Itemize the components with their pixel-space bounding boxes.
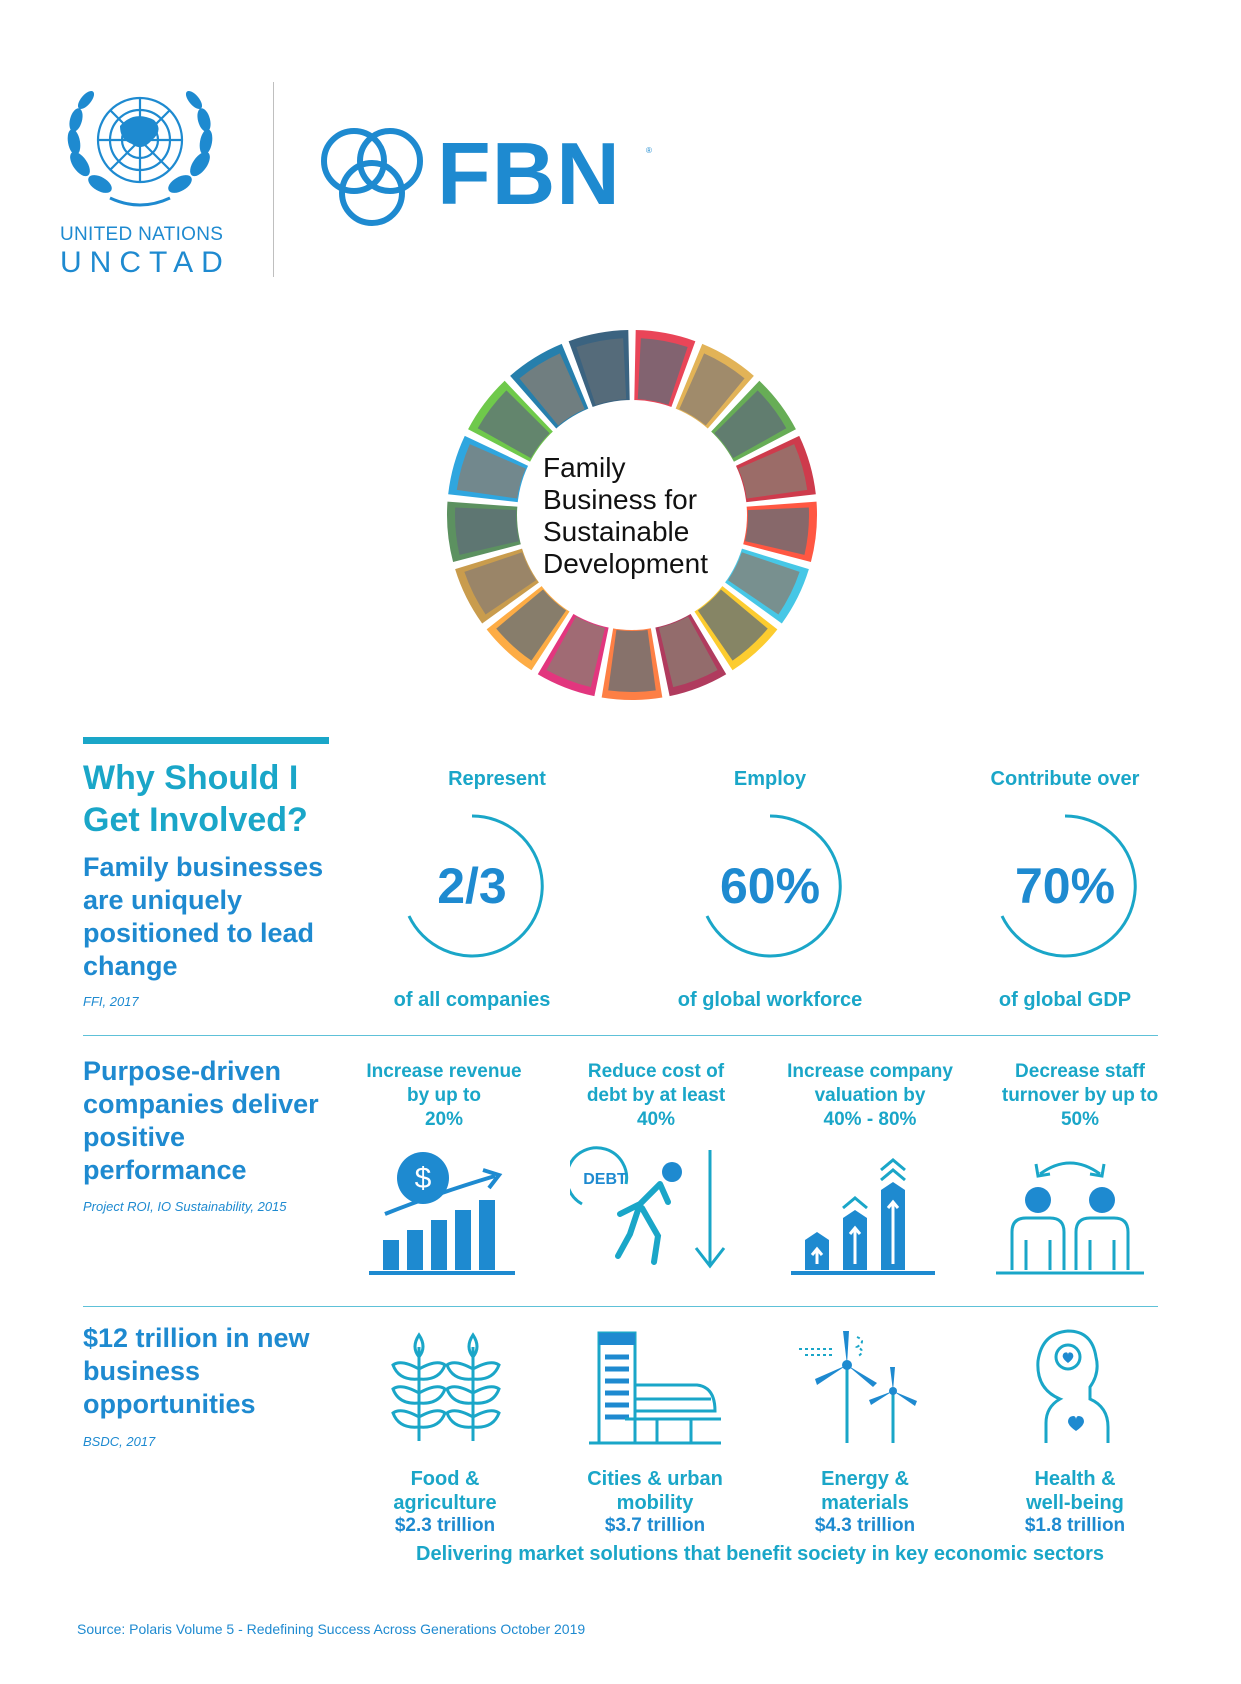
unctad-text: UNCTAD — [60, 246, 231, 279]
sector-caption-food — [355, 1467, 535, 1515]
sector-caption-line: Cities & urban — [587, 1468, 723, 1490]
collage-title — [543, 452, 753, 580]
stat-caption-employ: Employ — [733, 768, 807, 790]
svg-text:$: $ — [414, 1162, 432, 1195]
perf-caption-line: Increase revenue — [366, 1061, 522, 1082]
revenue-growth-icon — [365, 1148, 525, 1278]
wheat-icon — [375, 1327, 515, 1447]
perf-caption-line: 40% — [636, 1109, 676, 1130]
source-footnote: Source: Polaris Volume 5 - Redefining Success Across Generations October 2019 — [77, 1621, 586, 1637]
section-divider — [83, 1035, 1158, 1036]
perf-caption-line: Increase company — [787, 1061, 953, 1082]
collage-photo-tile — [608, 630, 656, 692]
sector-amount-health: $1.8 trillion — [1024, 1515, 1126, 1536]
stat-value-companies: 2/3 — [437, 858, 507, 914]
collage-title-line: Family — [543, 452, 626, 483]
citation-ffi: FFI, 2017 — [83, 994, 139, 1009]
stat-value-workforce: 60% — [719, 858, 821, 914]
collage-photo-tile — [455, 507, 519, 554]
perf-caption-line: Reduce cost of — [587, 1061, 725, 1082]
perf-caption-line: by up to — [407, 1085, 481, 1106]
stat-value-gdp: 70% — [1014, 858, 1116, 914]
why-involved-heading: Why Should I Get Involved? — [83, 759, 308, 839]
collage-photo-tile — [745, 507, 809, 554]
sector-caption-energy — [775, 1467, 955, 1515]
sector-amount-energy: $4.3 trillion — [814, 1515, 916, 1536]
stat-caption-represent: Represent — [448, 768, 546, 790]
section-divider — [83, 1306, 1158, 1307]
city-train-icon — [585, 1327, 725, 1447]
un-name-text: UNITED NATIONS — [60, 224, 224, 245]
stat-note-companies: of all companies — [393, 989, 551, 1011]
sector-caption-line: well-being — [1026, 1492, 1124, 1514]
sector-caption-line: agriculture — [393, 1492, 497, 1514]
staff-turnover-icon — [990, 1148, 1150, 1278]
debt-label: DEBT — [583, 1171, 627, 1188]
collage-title-line: Sustainable — [543, 516, 690, 547]
debt-reduction-icon — [570, 1144, 730, 1274]
perf-caption-turnover — [975, 1060, 1185, 1132]
opportunities-lead: $12 trillion in new business opportunities — [83, 1323, 310, 1419]
citation-project-roi: Project ROI, IO Sustainability, 2015 — [83, 1199, 287, 1214]
perf-caption-line: 40% - 80% — [823, 1109, 917, 1130]
perf-caption-line: debt by at least — [586, 1085, 726, 1106]
perf-caption-line: Decrease staff — [1015, 1061, 1145, 1082]
purpose-driven-lead: Purpose-driven companies deliver positive performance — [83, 1056, 319, 1185]
sector-caption-line: Health & — [1034, 1468, 1116, 1490]
collage-title-line: Business for — [543, 484, 698, 515]
header-divider — [273, 82, 274, 277]
un-emblem-icon — [60, 74, 220, 214]
stat-note-gdp: of global GDP — [998, 989, 1132, 1011]
sectors-tagline: Delivering market solutions that benefit society in key economic sectors — [416, 1543, 1104, 1565]
perf-caption-line: valuation by — [814, 1085, 926, 1106]
sector-caption-health — [985, 1467, 1165, 1515]
sector-amount-food: $2.3 trillion — [394, 1515, 496, 1536]
sector-caption-line: Energy & — [821, 1468, 909, 1490]
stat-note-workforce: of global workforce — [677, 989, 863, 1011]
sector-caption-cities — [555, 1467, 755, 1515]
fbn-rings-icon — [318, 125, 430, 229]
perf-caption-line: 20% — [424, 1109, 464, 1130]
sector-caption-line: Food & — [410, 1468, 480, 1490]
sector-amount-cities: $3.7 trillion — [604, 1515, 706, 1536]
sector-caption-line: mobility — [616, 1492, 694, 1514]
sector-caption-line: materials — [821, 1492, 909, 1514]
fbn-registered-mark: ® — [646, 146, 652, 155]
perf-caption-debt — [556, 1060, 756, 1132]
health-person-icon — [1010, 1327, 1150, 1447]
perf-caption-line: 50% — [1060, 1109, 1100, 1130]
perf-caption-valuation — [765, 1060, 975, 1132]
collage-title-line: Development — [543, 548, 708, 579]
section-accent-bar — [83, 737, 329, 744]
valuation-growth-icon — [785, 1148, 945, 1278]
perf-caption-line: turnover by up to — [1001, 1085, 1159, 1106]
stat-caption-contribute: Contribute over — [990, 768, 1140, 790]
citation-bsdc: BSDC, 2017 — [83, 1434, 156, 1449]
wind-turbine-icon — [795, 1327, 935, 1447]
perf-caption-revenue — [344, 1060, 544, 1132]
fbn-logo-text: FBN — [437, 124, 621, 223]
family-business-lead: Family businesses are uniquely positioned to lead change — [83, 852, 324, 981]
